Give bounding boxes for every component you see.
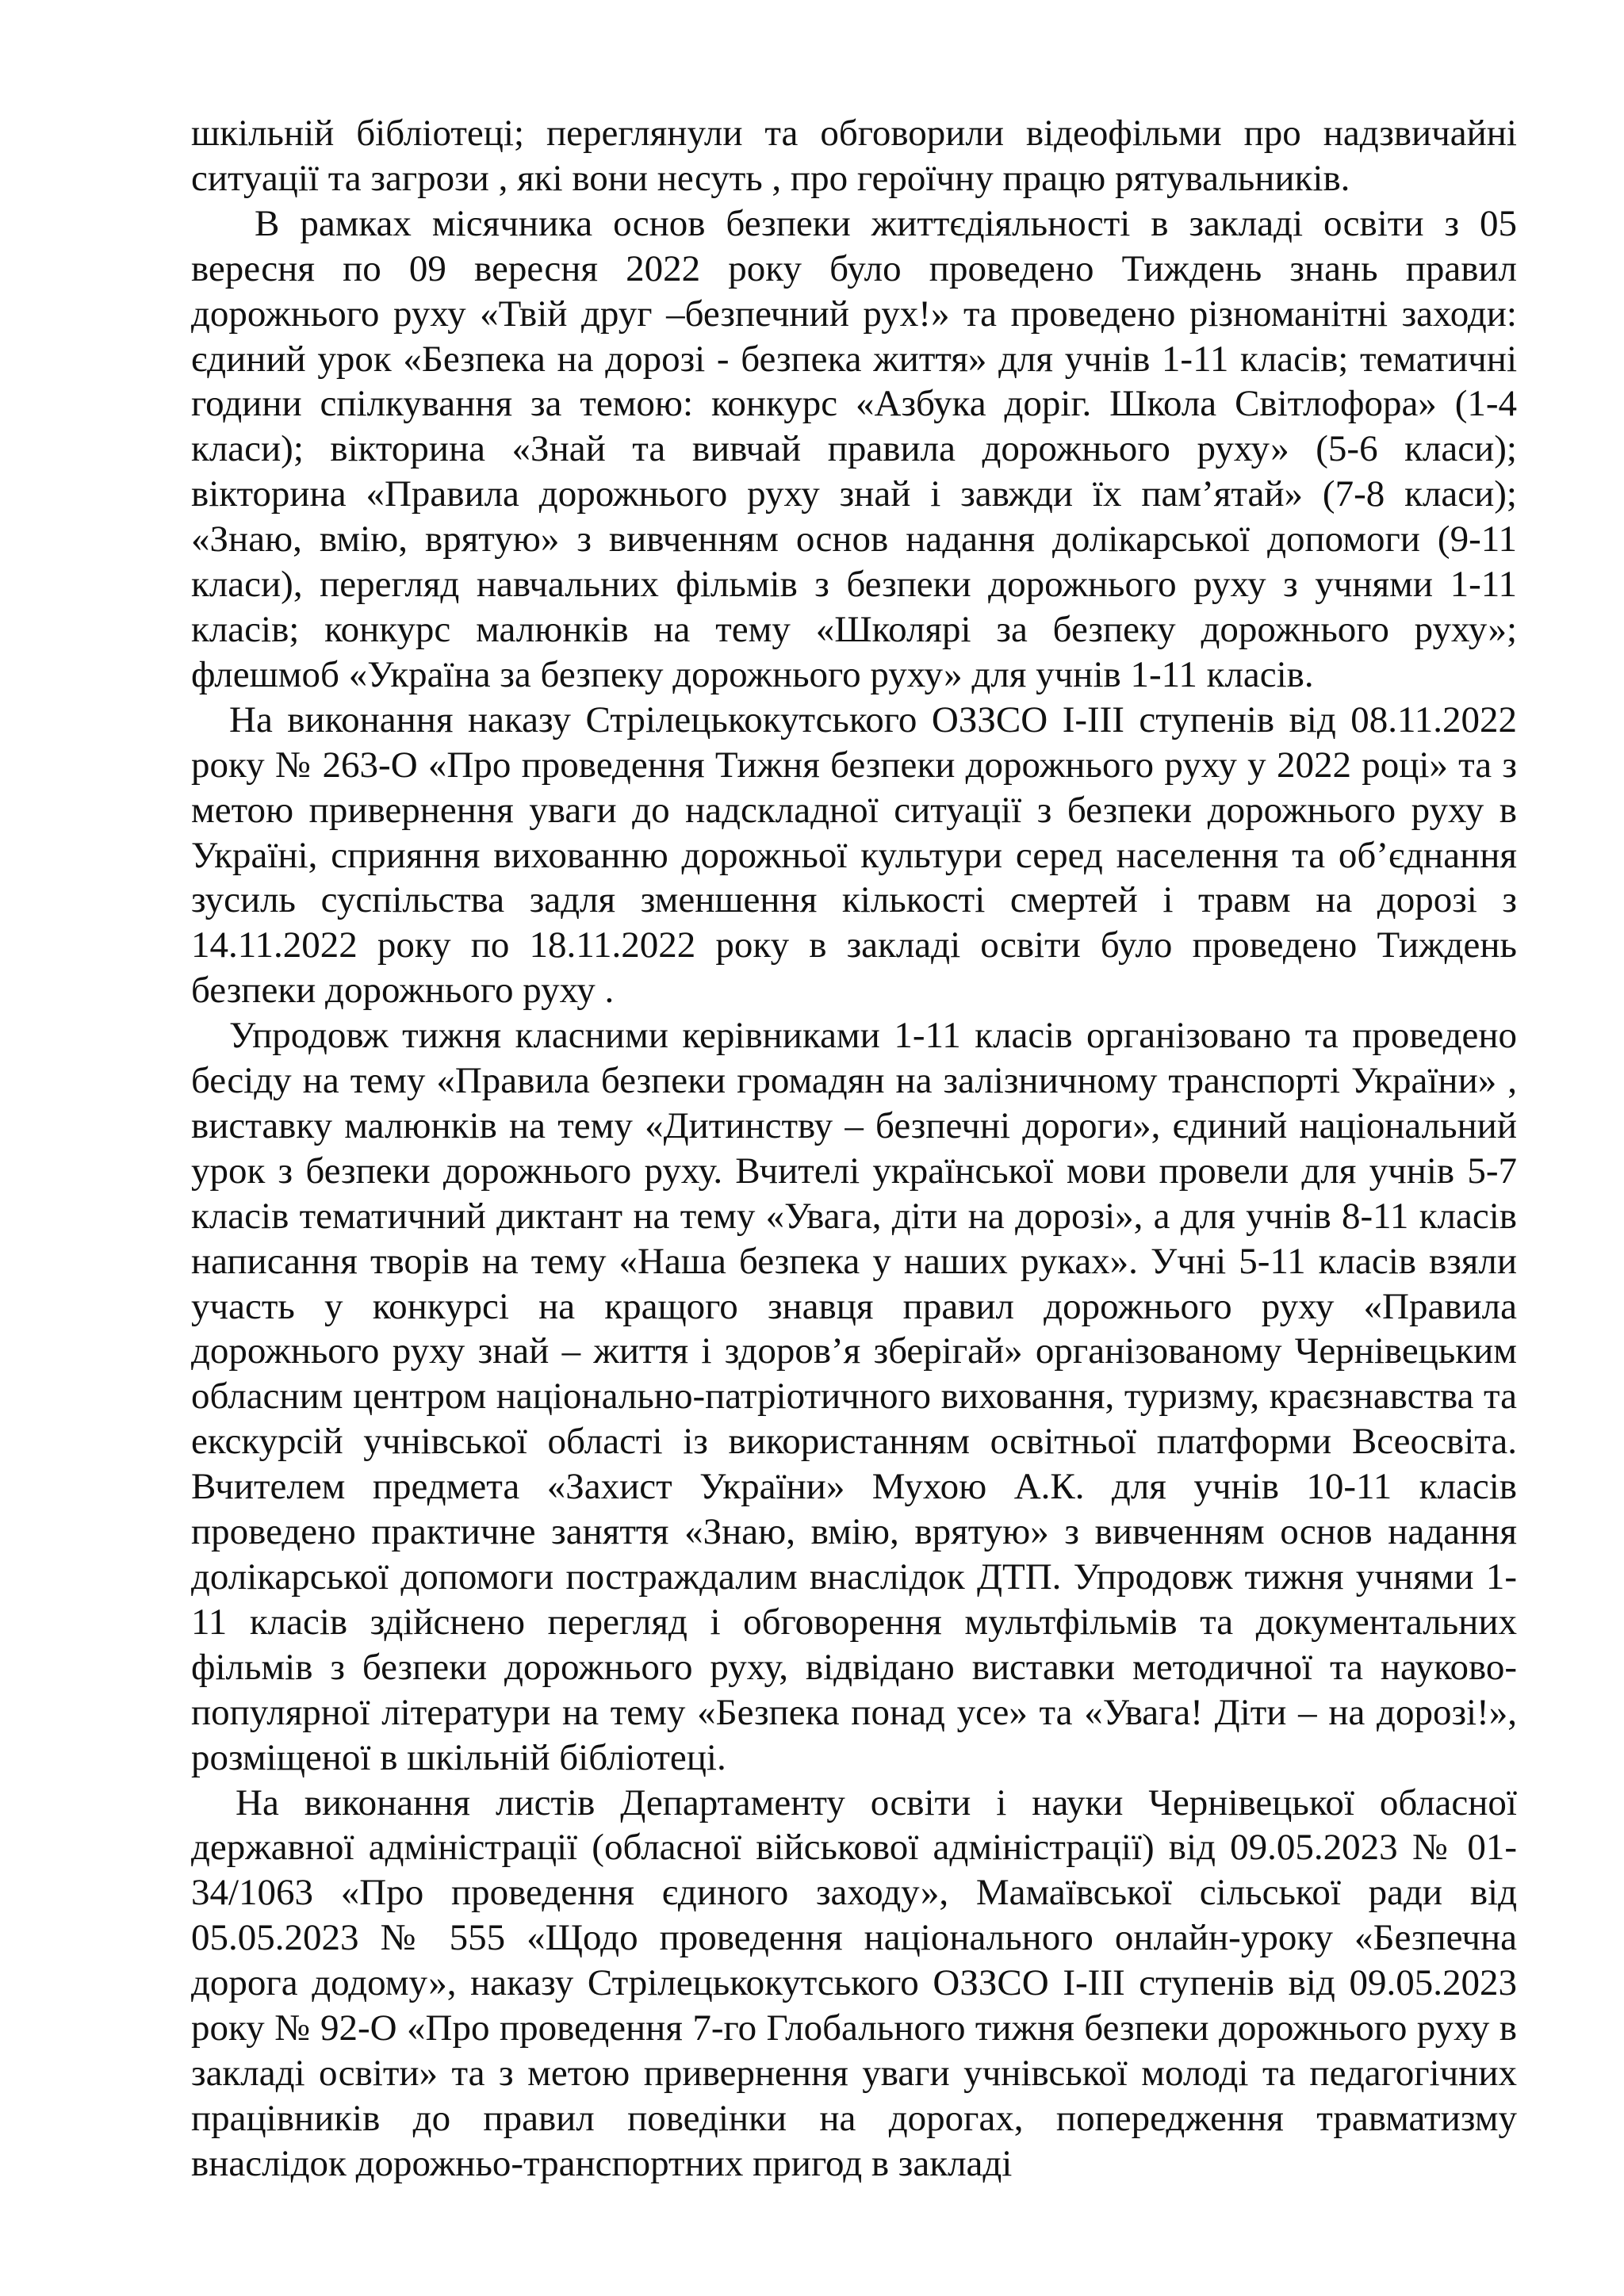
paragraph-global-week: На виконання листів Департаменту освіти і науки Чернівецької обласної державної адміністрації (обласної військової адміністрації) від 09.05.2023 № 01-34/1063 «Про проведення єдиного заходу», Мамаївської сільської ради від 05.05.2023 № 555 «Щодо проведення національного онлайн-уроку «Безпечна дорога додому», наказу Стрілецькокутського ОЗЗСО І-ІІІ ступенів від 09.05.2023 року № 92-О «Про проведення 7-го Глобального тижня безпеки дорожнього руху в закладі освіти» та з метою привернення уваги учнівської молоді та педагогічних працівників до правил поведінки на дорогах, попередження травматизму внаслідок дорожньо-транспортних пригод в закладі (191, 1781, 1517, 2184)
paragraph-week-activities: Упродовж тижня класними керівниками 1-11 класів організовано та проведено бесіду на тему «Правила безпеки громадян на залізничному транспорті України» , виставку малюнків на тему «Дитинству – безпечні дороги», єдиний національний урок з безпеки дорожнього руху. Вчителі української мови провели для учнів 5-7 класів тематичний диктант на тему «Увага, діти на дорозі», а для учнів 8-11 класів написання творів на тему «Наша безпека у наших руках». Учні 5-11 класів взяли участь у конкурсі на кращого знавця правил дорожнього руху «Правила дорожнього руху знай – життя і здоров’я зберігай» організованому Чернівецьким обласним центром національно-патріотичного виховання, туризму, краєзнавства та екскурсій учнівської області із використанням освітньої платформи Всеосвіта. Вчителем предмета «Захист України» Мухою А.К. для учнів 10-11 класів проведено практичне заняття «Знаю, вмію, врятую» з вивченням основ надання долікарської допомоги постраждалим внаслідок ДТП. Упродовж тижня учнями 1-11 класів здійснено перегляд і обговорення мультфільмів та документальних фільмів з безпеки дорожнього руху, відвідано виставки методичної та науково-популярної літератури на тему «Безпека понад усе» та «Увага! Діти – на дорозі!», розміщеної в шкільній бібліотеці. (191, 1015, 1517, 1778)
paragraph-road-safety-month: В рамках місячника основ безпеки життєдіяльності в закладі освіти з 05 вересня по 09 вересня 2022 року було проведено Тиждень знань правил дорожнього руху «Твій друг –безпечний рух!» та проведено різноманітні заходи: єдиний урок «Безпека на дорозі - безпека життя» для учнів 1-11 класів; тематичні години спілкування за темою: конкурс «Азбука доріг. Школа Світлофора» (1-4 класи); вікторина «Знай та вивчай правила дорожнього руху» (5-6 класи); вікторина «Правила дорожнього руху знай і завжди їх пам’ятай» (7-8 класи); «Знаю, вмію, врятую» з вивченням основ надання долікарської допомоги (9-11 класи), перегляд навчальних фільмів з безпеки дорожнього руху з учнями 1-11 класів; конкурс малюнків на тему «Школярі за безпеку дорожнього руху»; флешмоб «Україна за безпеку дорожнього руху» для учнів 1-11 класів. (191, 202, 1517, 695)
document-body (191, 111, 1517, 2187)
paragraph-continued: шкільній бібліотеці; переглянули та обговорили відеофільми про надзвичайні ситуації та загрози , які вони несуть , про героїчну працю рятувальників. (191, 113, 1517, 199)
paragraph-order-263: На виконання наказу Стрілецькокутського ОЗЗСО І-ІІІ ступенів від 08.11.2022 року № 263-О «Про проведення Тижня безпеки дорожнього руху у 2022 році» та з метою привернення уваги до надскладної ситуації з безпеки дорожнього руху в Україні, сприяння вихованню дорожньої культури серед населення та об’єднання зусиль суспільства задля зменшення кількості смертей і травм на дорозі з 14.11.2022 року по 18.11.2022 року в закладі освіти було проведено Тиждень безпеки дорожнього руху . (191, 698, 1517, 1012)
